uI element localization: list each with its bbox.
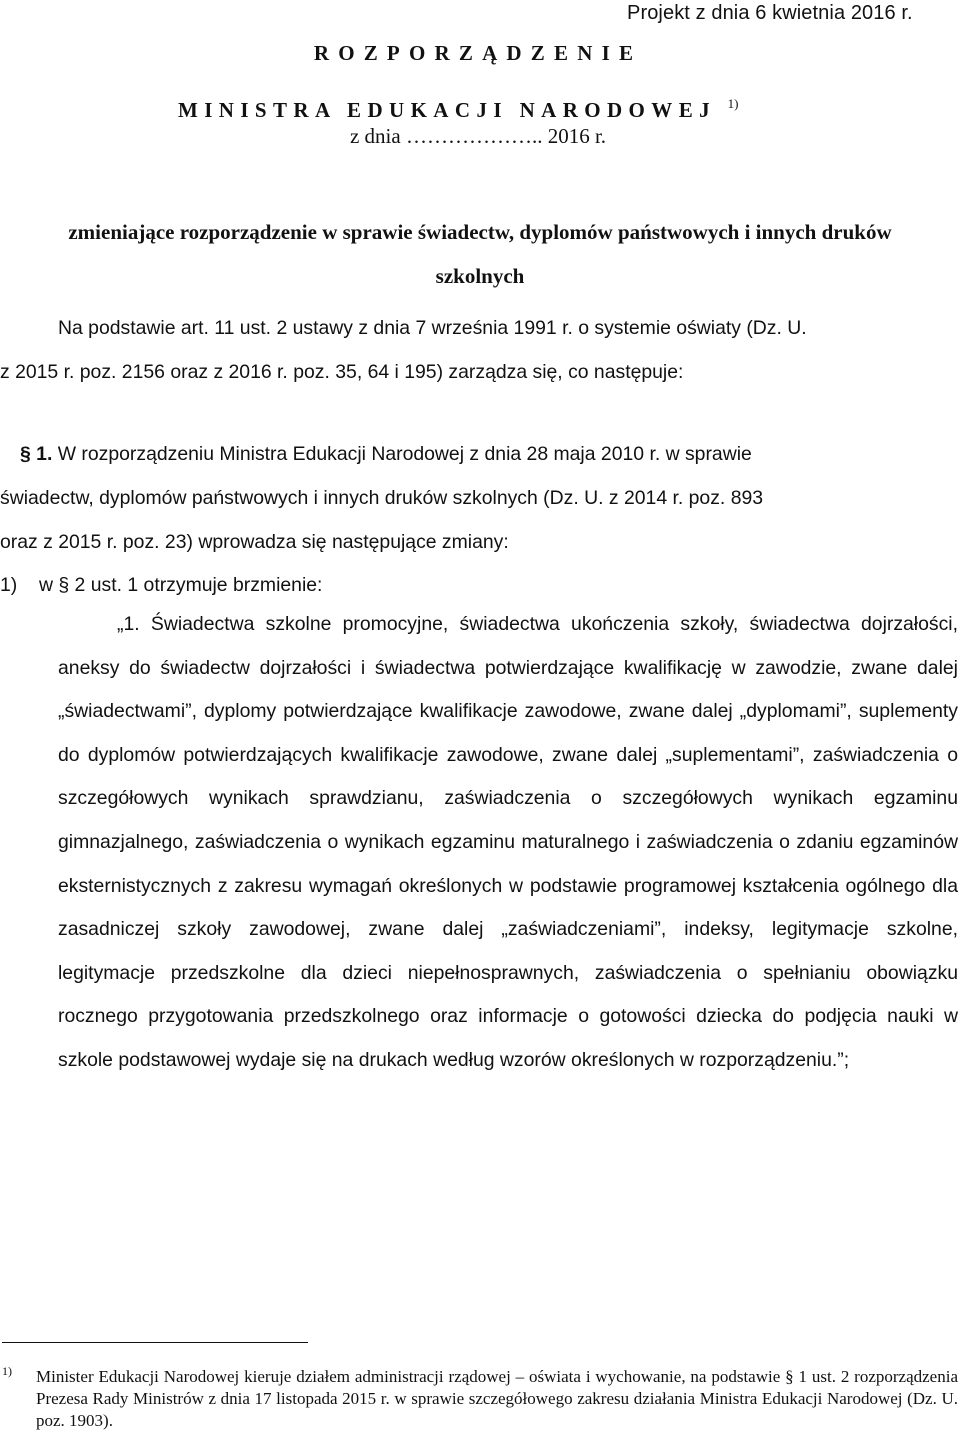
quoted-provision [58,603,958,1083]
quoted-provision-text: „1. Świadectwa szkolne promocyjne, świadectwa ukończenia szkoły, świadectwa dojrzałości, aneksy do świadectw dojrzałości i świadectwa potwierdzające kwalifikację w zawodzie, zwane dalej „świadectwami”, dyplomy potwierdzające kwalifikacje zawodowe, zwane dalej „dyplomami”, suplementy do dyplomów potwierdzających kwalifikacje zawodowe, zwane dalej „suplementami”, zaświadczenia o szczegółowych wynikach sprawdzianu, zaświadczenia o szczegółowych wynikach egzaminu gimnazjalnego, zaświadczenia o wynikach egzaminu maturalnego i zaświadczenia o zdaniu egzaminów eksternistycznych z zakresu wymagań określonych w podstawie programowej kształcenia ogólnego dla zasadniczej szkoły zawodowej, zwane dalej „zaświadczeniami”, indeksy, legitymacje szkolne, legitymacje przedszkolne dla dzieci niepełnosprawnych, zaświadczenia o spełnianiu obowiązku rocznego przygotowania przedszkolnego oraz informacje o gotowości dziecka do podjęcia nauki w szkole podstawowej wydaje się na drukach według wzorów określonych w rozporządzeniu.”; [58,613,958,1071]
project-note: Projekt z dnia 6 kwietnia 2016 r. [627,2,913,24]
footnote [0,1366,958,1432]
section-1-line-1 [0,432,958,476]
point-text: w § 2 ust. 1 otrzymuje brzmienie: [39,574,323,596]
regulation-subject: zmieniające rozporządzenie w sprawie świadectw, dyplomów państwowych i innych druków szkolnych [68,220,892,288]
section-1-text: W rozporządzeniu Ministra Edukacji Narodowej z dnia 28 maja 2010 r. w sprawie [52,443,752,465]
footnote-separator [2,1342,308,1343]
footnote-mark: 1) [2,1364,12,1378]
point-number: 1) [0,574,18,596]
ministry-name: MINISTRA EDUKACJI NARODOWEJ [178,98,717,122]
section-1 [0,432,958,564]
document-type-title: ROZPORZĄDZENIE [313,41,643,65]
amendment-point-1 [0,563,958,607]
section-1-line-3: oraz z 2015 r. poz. 23) wprowadza się następujące zmiany: [0,531,509,553]
section-1-line-2: świadectw, dyplomów państwowych i innych druków szkolnych (Dz. U. z 2014 r. poz. 893 [0,487,764,509]
legal-basis-line-1: Na podstawie art. 11 ust. 2 ustawy z dnia 7 września 1991 r. o systemie oświaty (Dz. U. [58,317,807,339]
footnote-text: Minister Edukacji Narodowej kieruje działem administracji rządowej – oświata i wychowanie, na podstawie § 1 ust. 2 rozporządzenia Prezesa Rady Ministrów z dnia 17 listopada 2015 r. w sprawie szczegółowego zakresu działania Ministra Edukacji Narodowej (Dz. U. poz. 1903). [36,1367,958,1430]
ministry-title [178,96,739,123]
date-line: z dnia ……………….. 2016 r. [349,124,607,148]
footnote-ref: 1) [727,96,739,111]
section-sign: § 1. [20,443,53,465]
legal-basis [0,306,958,394]
legal-basis-line-2: z 2015 r. poz. 2156 oraz z 2016 r. poz. 35, 64 i 195) zarządza się, co następuje: [0,361,684,383]
